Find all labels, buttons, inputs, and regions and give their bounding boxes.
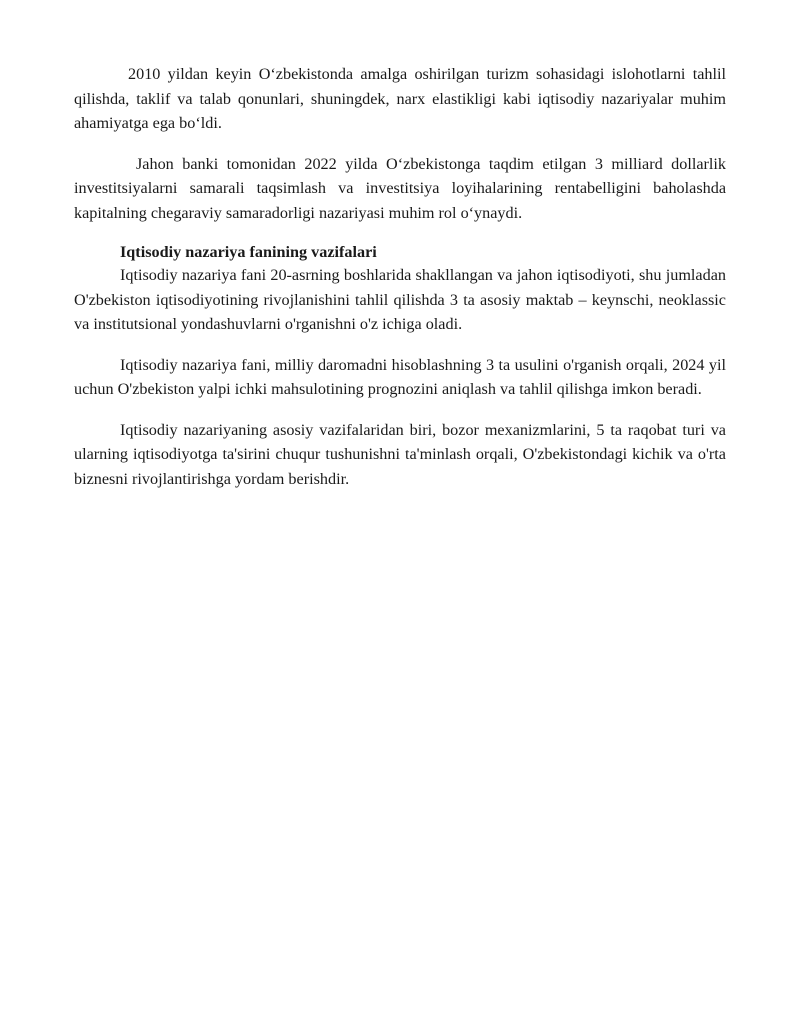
paragraph-gap [74, 337, 726, 353]
paragraph-gap [74, 136, 726, 152]
paragraph-market-mechanisms: Iqtisodiy nazariyaning asosiy vazifalaridan biri, bozor mexanizmlarini, 5 ta raqobat turi va ularning iqtisodiyotga ta'sirini chuqur tushunishni ta'minlash orqali, O'zbekistondagi kichik va o'rta biznesni rivojlantirishga yordam berishdir. [74, 420, 726, 488]
paragraph-schools-of-thought: Iqtisodiy nazariya fani 20-asrning boshlarida shakllangan va jahon iqtisodiyoti, shu jumladan O'zbekiston iqtisodiyotining rivojlanishini tahlil qilishda 3 ta asosiy maktab – keynschi, neoklassic va institutsional yondashuvlarni o'rganishni o'z ichiga oladi. [74, 266, 726, 333]
paragraph-tourism-reforms: 2010 yildan keyin O‘zbekistonda amalga oshirilgan turizm sohasidagi islohotlarni tahlil qilishda, taklif va talab qonunlari, shuningdek, narx elastikligi kabi iqtisodiy nazariyalar muhim ahamiyatga ega bo‘ldi. [74, 65, 726, 132]
paragraph-world-bank-investment: Jahon banki tomonidan 2022 yilda O‘zbekistonga taqdim etilgan 3 milliard dollarlik investitsiyalarni samarali taqsimlash va investitsiya loyihalarining rentabelligini baholashda kapitalning chegaraviy samaradorligi nazariyasi muhim rol o‘ynaydi. [74, 154, 726, 222]
document-page [74, 62, 726, 491]
paragraph-gap [74, 225, 726, 241]
paragraph-national-income: Iqtisodiy nazariya fani, milliy daromadni hisoblashning 3 ta usulini o'rganish orqali, 2024 yil uchun O'zbekiston yalpi ichki mahsulotining prognozini aniqlash va tahlil qilishga imkon beradi. [74, 355, 726, 398]
paragraph-gap [74, 402, 726, 418]
section-heading: Iqtisodiy nazariya fanining vazifalari [120, 243, 377, 261]
